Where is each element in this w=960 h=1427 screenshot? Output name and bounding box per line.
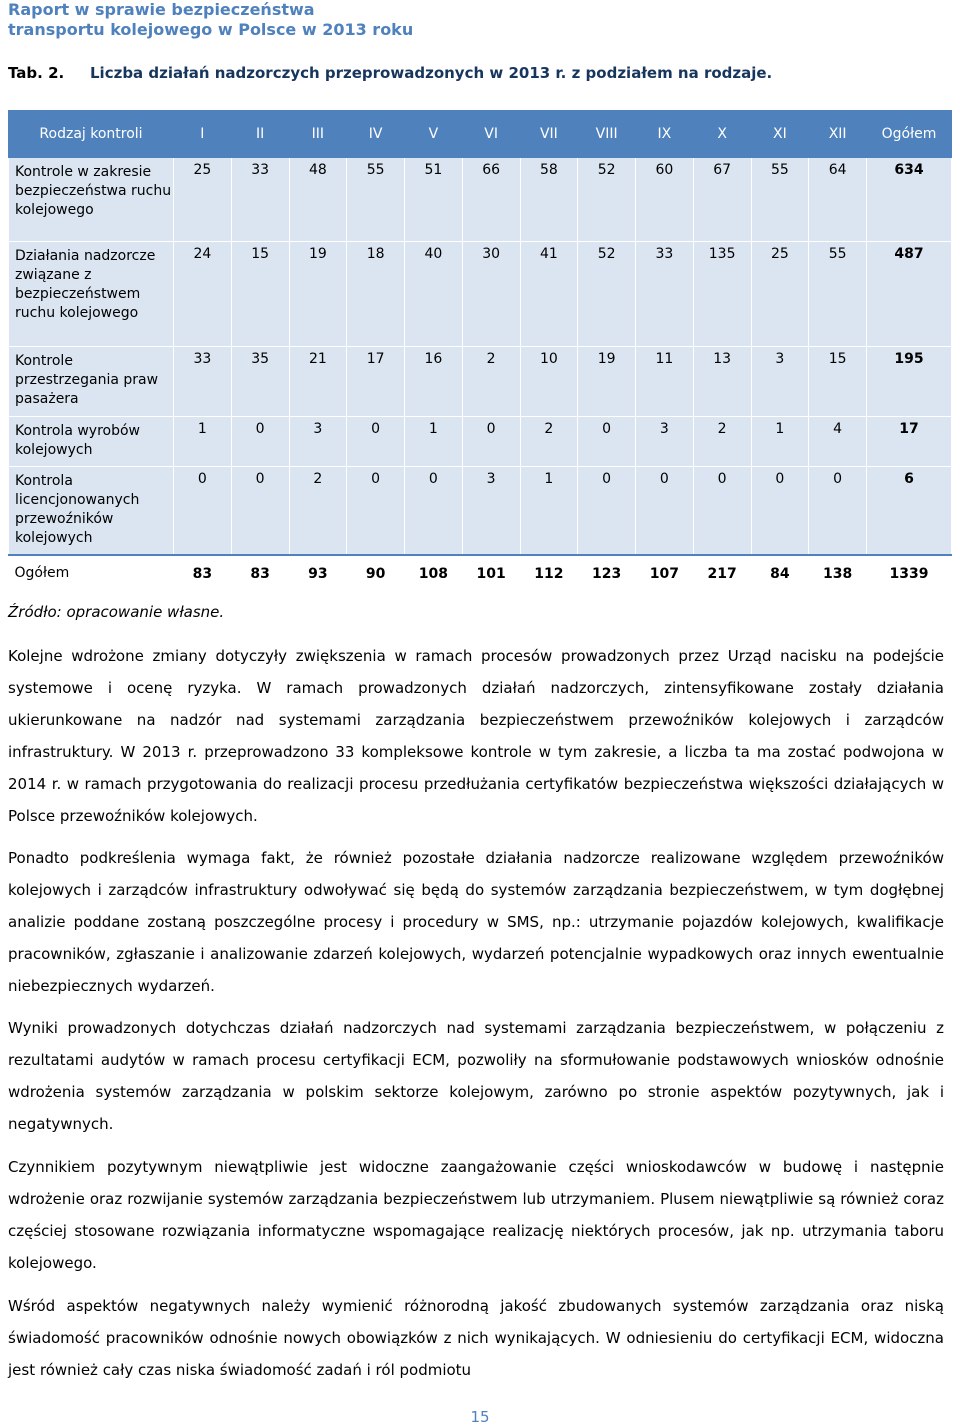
page-number: 15 [470, 1408, 490, 1426]
sum-cell: 107 [636, 555, 694, 592]
sum-cell: 112 [520, 555, 578, 592]
table-cell: 3 [462, 467, 520, 555]
table-cell: 48 [289, 158, 347, 242]
sum-label: Ogółem [9, 555, 174, 592]
table-cell: 40 [405, 242, 463, 347]
table-cell: 1 [751, 417, 809, 467]
table-cell: 2 [289, 467, 347, 555]
supervision-table [8, 110, 952, 592]
sum-cell: 84 [751, 555, 809, 592]
table-cell: 2 [693, 417, 751, 467]
table-cell: 33 [231, 158, 289, 242]
table-cell: 55 [809, 242, 867, 347]
table-cell: 0 [809, 467, 867, 555]
table-cell: 1 [520, 467, 578, 555]
table-cell: 33 [174, 347, 232, 417]
table-cell: 0 [751, 467, 809, 555]
table-cell: 0 [578, 417, 636, 467]
table-cell: 64 [809, 158, 867, 242]
header-cell: IX [636, 111, 694, 158]
body-paragraph: Czynnikiem pozytywnym niewątpliwie jest widoczne zaangażowanie części wnioskodawców w budowę i następnie wdrożenie oraz rozwijanie systemów zarządzania bezpieczeństwem lub utrzymaniem. Plusem niewątpliwie są również coraz częściej stosowane rozwiązania informatyczne wspomagające realizację niektórych procesów, jak np. utrzymania taboru kolejowego. [8, 1158, 944, 1272]
header-cell: VII [520, 111, 578, 158]
table-row [9, 242, 952, 347]
row-total: 634 [867, 158, 952, 242]
table-cell: 0 [347, 417, 405, 467]
sum-cell: 101 [462, 555, 520, 592]
table-cell: 0 [693, 467, 751, 555]
header-cell: IV [347, 111, 405, 158]
table-cell: 19 [289, 242, 347, 347]
row-total: 487 [867, 242, 952, 347]
row-label: Działania nadzorcze związane z bezpieczeństwem ruchu kolejowego [9, 242, 174, 347]
table-cell: 55 [751, 158, 809, 242]
row-total: 195 [867, 347, 952, 417]
body-paragraph: Kolejne wdrożone zmiany dotyczyły zwiększenia w ramach procesów prowadzonych przez Urząd nacisku na podejście systemowe i ocenę ryzyka. W ramach prowadzonych działań nadzorczych, zintensyfikowane zostały działania ukierunkowane na nadzór nad systemami zarządzania bezpieczeństwem przewoźników kolejowych i zarządców infrastruktury. W 2013 r. przeprowadzono 33 kompleksowe kontrole w tym zakresie, a liczba ta ma zostać podwojona w 2014 r. w ramach przygotowania do realizacji procesu przedłużania certyfikatów bezpieczeństwa większości działających w Polsce przewoźników kolejowych. [8, 647, 944, 825]
table-cell: 25 [751, 242, 809, 347]
report-header-line2: transportu kolejowego w Polsce w 2013 roku [8, 20, 414, 39]
body-paragraph: Wśród aspektów negatywnych należy wymienić różnorodną jakość zbudowanych systemów zarządzania oraz niską świadomość pracowników odnośnie nowych obowiązków z nich wynikających. W odniesieniu do certyfikacji ECM, widoczna jest również cały czas niska świadomość zadań i ról podmiotu [8, 1297, 944, 1379]
table-cell: 52 [578, 158, 636, 242]
table-title: Liczba działań nadzorczych przeprowadzonych w 2013 r. z podziałem na rodzaje. [90, 64, 773, 82]
sum-cell: 83 [174, 555, 232, 592]
table-cell: 17 [347, 347, 405, 417]
row-label: Kontrola wyrobów kolejowych [9, 417, 174, 467]
sum-cell: 217 [693, 555, 751, 592]
header-cell: X [693, 111, 751, 158]
grand-total: 1339 [867, 555, 952, 592]
table-number: Tab. 2. [8, 64, 65, 82]
table-source-note: Źródło: opracowanie własne. [8, 603, 225, 621]
report-header-line1: Raport w sprawie bezpieczeństwa [8, 0, 315, 19]
table-row [9, 467, 952, 555]
row-total: 17 [867, 417, 952, 467]
header-cell: Rodzaj kontroli [9, 111, 174, 158]
sum-cell: 108 [405, 555, 463, 592]
body-paragraph: Ponadto podkreślenia wymaga fakt, że również pozostałe działania nadzorcze realizowane względem przewoźników kolejowych i zarządców infrastruktury odwoływać się będą do systemów zarządzania bezpieczeństwem, w tym dogłębnej analizie poddane zostaną poszczególne procesy i procedury w SMS, np.: utrzymanie pojazdów kolejowych, kwalifikacje pracowników, zgłaszanie i analizowanie zdarzeń kolejowych, wydarzeń potencjalnie wypadkowych oraz innych ewentualnie niebezpiecznych wydarzeń. [8, 849, 944, 995]
sum-cell: 90 [347, 555, 405, 592]
report-header [8, 0, 413, 40]
row-label: Kontrole w zakresie bezpieczeństwa ruchu kolejowego [9, 158, 174, 242]
table-cell: 15 [231, 242, 289, 347]
table-cell: 66 [462, 158, 520, 242]
table-cell: 0 [405, 467, 463, 555]
table-cell: 30 [462, 242, 520, 347]
table-cell: 33 [636, 242, 694, 347]
table-cell: 58 [520, 158, 578, 242]
table-cell: 4 [809, 417, 867, 467]
header-cell: Ogółem [867, 111, 952, 158]
header-cell: III [289, 111, 347, 158]
table-cell: 15 [809, 347, 867, 417]
table-cell: 52 [578, 242, 636, 347]
table-cell: 0 [231, 467, 289, 555]
table-row [9, 347, 952, 417]
table-cell: 51 [405, 158, 463, 242]
table-cell: 1 [405, 417, 463, 467]
header-cell: XII [809, 111, 867, 158]
header-cell: XI [751, 111, 809, 158]
table-cell: 3 [751, 347, 809, 417]
table-cell: 41 [520, 242, 578, 347]
table-cell: 0 [578, 467, 636, 555]
table-cell: 2 [462, 347, 520, 417]
table-cell: 19 [578, 347, 636, 417]
row-label: Kontrola licencjonowanych przewoźników kolejowych [9, 467, 174, 555]
table-cell: 2 [520, 417, 578, 467]
table-row [9, 158, 952, 242]
header-cell: II [231, 111, 289, 158]
header-cell: VIII [578, 111, 636, 158]
row-total: 6 [867, 467, 952, 555]
table-cell: 21 [289, 347, 347, 417]
table-cell: 3 [636, 417, 694, 467]
table-header-row [9, 111, 952, 158]
table-cell: 0 [231, 417, 289, 467]
table-cell: 60 [636, 158, 694, 242]
table-cell: 25 [174, 158, 232, 242]
table-body [9, 158, 952, 592]
table-cell: 135 [693, 242, 751, 347]
sum-cell: 83 [231, 555, 289, 592]
header-cell: I [174, 111, 232, 158]
table-cell: 1 [174, 417, 232, 467]
table-cell: 0 [347, 467, 405, 555]
table-cell: 13 [693, 347, 751, 417]
table-cell: 11 [636, 347, 694, 417]
table-row [9, 417, 952, 467]
header-cell: V [405, 111, 463, 158]
table-sum-row [9, 555, 952, 592]
table-caption [8, 64, 772, 82]
table-cell: 0 [636, 467, 694, 555]
table-cell: 67 [693, 158, 751, 242]
table-cell: 16 [405, 347, 463, 417]
table-cell: 0 [174, 467, 232, 555]
table-cell: 0 [462, 417, 520, 467]
table-cell: 24 [174, 242, 232, 347]
table-cell: 18 [347, 242, 405, 347]
row-label: Kontrole przestrzegania praw pasażera [9, 347, 174, 417]
table-cell: 35 [231, 347, 289, 417]
table-cell: 55 [347, 158, 405, 242]
sum-cell: 123 [578, 555, 636, 592]
table-cell: 10 [520, 347, 578, 417]
table-cell: 3 [289, 417, 347, 467]
header-cell: VI [462, 111, 520, 158]
sum-cell: 93 [289, 555, 347, 592]
body-paragraph: Wyniki prowadzonych dotychczas działań nadzorczych nad systemami zarządzania bezpieczeństwem, w połączeniu z rezultatami audytów w ramach procesu certyfikacji ECM, pozwoliły na sformułowanie podstawowych wniosków odnośnie wdrożenia systemów zarządzania w polskim sektorze kolejowym, zarówno po stronie aspektów pozytywnych, jak i negatywnych. [8, 1019, 944, 1133]
sum-cell: 138 [809, 555, 867, 592]
